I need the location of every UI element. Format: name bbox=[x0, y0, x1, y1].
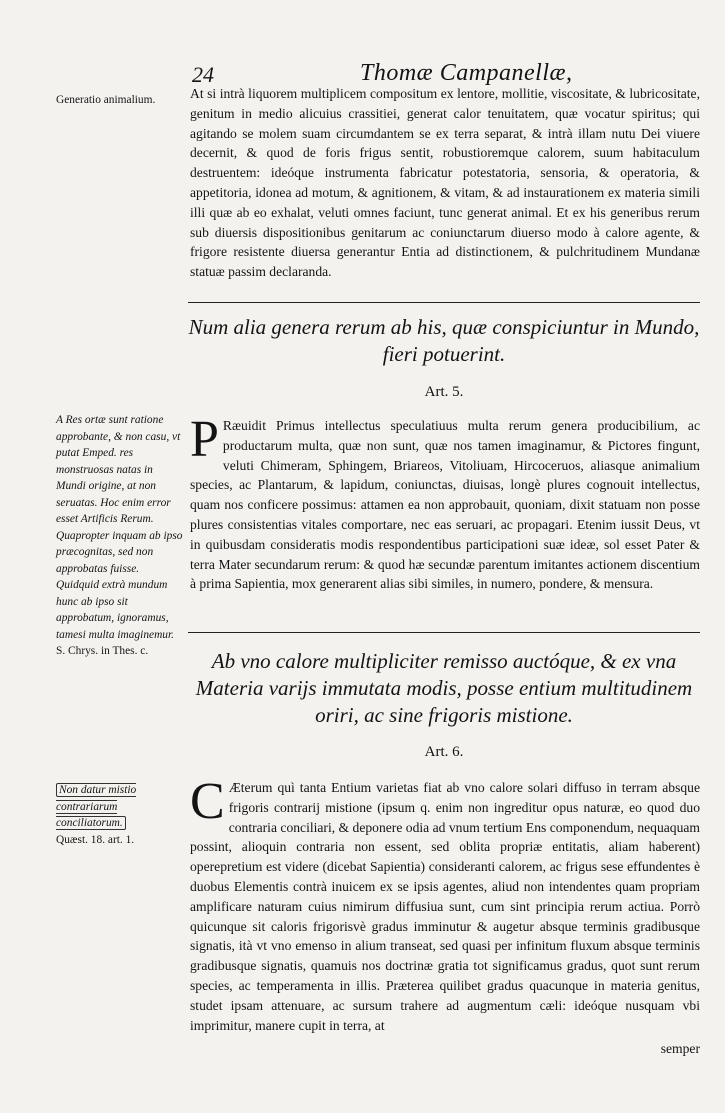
margin-note-non-datur bbox=[56, 782, 184, 848]
margin-note-non-datur-text: Non datur mistio contrariarum conciliatorum. bbox=[56, 784, 137, 829]
section-3-text-body: Æterum quì tanta Entium varietas fiat ab vno calore solari diffuso in terram absque frigoris contrarij mistione (ipsum q. enim non ingreditur opus naturæ, eo quod duo contraria conciliari, & deponere odia ad vnum tertium Ens componendum, nequaquam possint, alioquin contraria non essent, sed oblita propriæ entitatis, aliam haberent) operepretium est videre (dicebat Sapientia) consideranti calorem, ac frigus sese effundentes è duobus Elementis contrà inuicem ex se ipsis agentes, aliud non intendentes quam propriam amplificare naturam cuius nimirum diffusiua sunt, cum sint principia rerum actiua. Porrò quicunque sit caloris frigorisvè gradus imminutur & augetur absque terminis gradibusque signatis, ità vt vno emenso in alium transeat, sed quasi per infinitum fluxum absque terminis gradibusque signatis, quamuis nos doctrinæ gratia tot significamus gradus, quot sunt rerum species, ac temperamenta in illis. Præterea quilibet gradus quacunque in materia genitus, studet ipsam attenuare, ac sursum trahere ad augmentum cæli: ideóque nusquam vbi imprimitur, manere cupit in terra, at bbox=[190, 780, 700, 1033]
section-1-text: At si intrà liquorem multiplicem compositum ex lentore, mollitie, viscositate, & lubricositate, genitum in medio alicuius crassitiei, generat calor tenuitatem, quæ vocatur spiritus; qui agitando se molem suam circumdantem se ex terra separat, & intrà illam nutu Dei viuere decernit, & quod de foris frigus sentit, robustioremque calorem, suum habitaculum destruentem: ideóque instrumenta fabricatur potestatoria, sensoria, & operatoria, & appetitoria, idonea ad motum, & agnitionem, & vitam, & ad instaurationem ex materia simili illi quæ ab eo exhalat, veluti omnes faciunt, tunc generat animal. Et ex his generibus rerum sub diuersis dispositionibus genitarum ac coniunctarum diuerso modo à calore agente, & frigore resistente diuersa generantur Entia ad distinctionem, & pulchritudinem Mundanæ statuæ passim declaranda. bbox=[190, 86, 700, 280]
catchword: semper bbox=[660, 1041, 700, 1056]
page-number: 24 bbox=[192, 62, 214, 87]
article-6-heading: Ab vno calore multipliciter remisso auctóque, & ex vna Materia varijs immutata modis, posse entium multitudinem oriri, ac sine frigoris mistione. bbox=[195, 649, 693, 727]
margin-note-generatio: Generatio animalium. bbox=[56, 94, 156, 106]
article-5-number: Art. 5. bbox=[424, 384, 464, 400]
margin-note-res-ortae-text: A Res ortæ sunt ratione approbante, & non casu, vt putat Emped. res monstruosas natas in Mundi origine, at non seruatas. Hoc enim error esset Artificis Rerum. Quapropter inquam ab ipso præcognitas, sed non approbatas fuisse. Quidquid extrà mundum hunc ab ipso sit approbatum, ignoramus, tamesi multa imaginemur. bbox=[56, 414, 183, 641]
section-divider-2 bbox=[188, 632, 700, 633]
dropcap-c: C bbox=[190, 773, 225, 830]
running-title: Thomæ Campanellæ, bbox=[360, 60, 573, 86]
margin-ref-chrys: S. Chrys. in Thes. c. bbox=[56, 645, 149, 657]
section-2-text bbox=[190, 411, 700, 594]
section-2-body bbox=[190, 411, 700, 594]
section-3-body bbox=[190, 773, 700, 1035]
article-5-heading: Num alia genera rerum ab his, quæ conspiciuntur in Mundo, fieri potuerint. bbox=[188, 315, 700, 366]
margin-note-res-ortae bbox=[56, 412, 184, 660]
section-3-text bbox=[190, 773, 700, 1035]
section-1-body bbox=[190, 84, 700, 282]
section-2-text-body: Ræuidit Primus intellectus speculatiuus multa rerum genera producibilium, ac productarum multa, quæ non sunt, quæ nos tamen imaginamur, & Pictores fingunt, veluti Chimeram, Sphingem, Briareos, Vitoliuam, Hircoceruos, aliasque animalium species, ac Plantarum, & lapidum, coniunctas, diuisas, longè plures cognouit intellectus, quam nos conficere possimus: attamen ea non approbauit, quoniam, dixit statuam non posse plures consistentias vitales comportare, nec eas seruari, ac propagari. Etenim iussit Deus, vt in quibusdam consideratis modis respondentibus participationi suæ ideæ, sol esset Pater & terra Mater secundarum rerum: & quod hæ secundæ parentum imitantes actionem discentium à prima Sapientia, mox generarent alias sibi similes, in numero, pondere, & mensura. bbox=[190, 418, 700, 592]
margin-ref-quaest: Quæst. 18. art. 1. bbox=[56, 833, 135, 846]
section-divider-1 bbox=[188, 302, 700, 303]
article-6-number: Art. 6. bbox=[424, 744, 464, 760]
dropcap-p: P bbox=[190, 411, 219, 468]
